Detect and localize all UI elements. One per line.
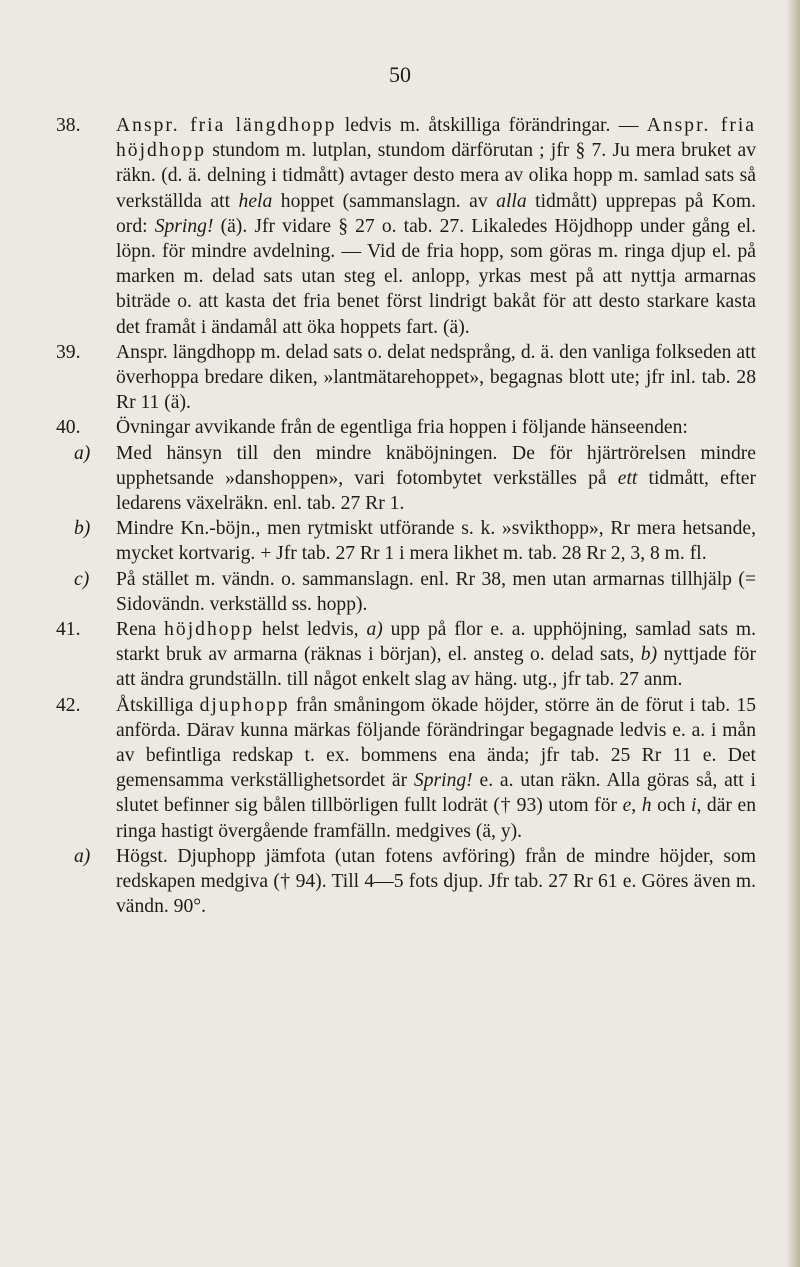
page-number: 50 [389, 62, 411, 87]
item-number: c) [74, 568, 90, 590]
item-number: 42. [56, 694, 81, 716]
text-run: , [631, 795, 642, 817]
page-body [56, 113, 756, 920]
text-run: a) [366, 619, 383, 641]
item-text [56, 617, 756, 693]
sub-item [56, 567, 756, 617]
text-run: och [651, 795, 691, 817]
text-run: Högst. Djuphopp jämfota (utan fotens avföring) från de mindre höjder, som redskapen medgiva († 94). Till 4—5 fots djup. Jfr tab. 27 Rr 61 e. Göres även m. vändn. 90°. [116, 845, 756, 918]
item-text [56, 415, 756, 440]
numbered-item [56, 415, 756, 440]
page-edge-shadow [786, 0, 800, 1267]
text-run: Rena [116, 619, 165, 641]
text-run: e. a. utan räkn. Alla göras så, att i slutet befinner sig bålen tillbörligen fullt lodrät († 93) utom för [116, 770, 756, 817]
text-run: hela [238, 190, 273, 212]
item-text [56, 113, 756, 340]
text-run: tidmått) upprepas på Kom. ord: [116, 190, 756, 237]
text-run: e [622, 795, 632, 817]
item-text [56, 516, 756, 566]
item-number: 39. [56, 341, 81, 363]
text-run: stundom m. lutplan, stundom därförutan ; jfr § 7. Ju mera bruket av räkn. (d. ä. delning i tidmått) avtager desto mera av olika hopp m. samlad sats så verkställda att [116, 140, 756, 212]
item-text [56, 340, 756, 416]
item-number: a) [74, 845, 91, 867]
text-run: i [691, 795, 697, 817]
sub-item [56, 844, 756, 920]
text-run: ledvis m. åtskilliga förändringar. — [336, 115, 647, 136]
text-run: (ä). Jfr vidare § 27 o. tab. 27. Likaledes Höjdhopp under gång el. löpn. för mindre avdelning. — Vid de fria hopp, som göras m. ringa djup el. på marken m. delad sats utan steg el. anlopp, yrkas mest på att nyttja armarnas biträde o. att kasta det fria benet först lindrigt bakåt för att desto starkare kasta det framåt i ändamål att öka hoppets fart. (ä). [116, 215, 756, 338]
text-run: Spring! [154, 215, 214, 237]
text-run: djuphopp [199, 694, 290, 716]
item-number: a) [74, 442, 91, 464]
text-run: från småningom ökade höjder, större än de förut i tab. 15 anförda. Därav kunna märkas följande förändringar begagnade ledvis e. a. i mån av befintliga redskap t. ex. bommens ena ända; jfr tab. 25 Rr 11 e. Det gemensamma verkställighetsordet är [116, 694, 757, 792]
text-run: Spring! [413, 770, 473, 792]
item-text [56, 844, 756, 920]
item-number: 40. [56, 417, 81, 439]
text-run: ett [617, 467, 638, 489]
text-run: Anspr. fria höjdhopp [116, 115, 756, 162]
item-text [56, 441, 756, 517]
text-run: På stället m. vändn. o. sammanslagn. enl. Rr 38, men utan armarnas tillhjälp (= Sidovändn. verkställd ss. hopp). [116, 568, 756, 615]
text-run: Med hänsyn till den mindre knäböjningen. De för hjärtrörelsen mindre upphetsande »danshoppen», vari fotombytet verkställes på [116, 442, 756, 489]
text-run: tidmått, efter ledarens växelräkn. enl. tab. 27 Rr 1. [116, 467, 756, 515]
text-run: höjdhopp [164, 619, 255, 641]
text-run: Åtskilliga [116, 694, 200, 716]
text-run: nyttjade för att ändra grundställn. till något enkelt slag av häng. utg., jfr tab. 27 anm. [116, 644, 756, 691]
text-run: b) [640, 644, 658, 666]
text-run: upp på flor e. a. upphöjning, samlad sats m. starkt bruk av armarna (räknas i början), el. ansteg o. delad sats, [116, 619, 756, 666]
numbered-item [56, 113, 756, 340]
text-run: Övningar avvikande från de egentliga fria hoppen i följande hänseenden: [116, 417, 688, 439]
text-run: Anspr. fria längdhopp [116, 115, 337, 136]
item-number: 41. [56, 619, 81, 641]
numbered-item [56, 693, 756, 844]
text-run: Anspr. längdhopp m. delad sats o. delat nedsprång, d. ä. den vanliga folkseden att överhoppa bredare diken, »lantmätarehoppet», begagnas blott ute; jfr inl. tab. 28 Rr 11 (ä). [116, 341, 756, 414]
text-run: hoppet (sammanslagn. av [272, 190, 497, 212]
text-run: , där en ringa hastigt övergående framfälln. medgives (ä, y). [116, 795, 756, 842]
sub-item [56, 441, 756, 517]
item-number: b) [74, 518, 91, 540]
item-number: 38. [56, 115, 81, 136]
numbered-item [56, 617, 756, 693]
item-text [56, 567, 756, 617]
numbered-item [56, 340, 756, 416]
text-run: helst ledvis, [254, 619, 367, 641]
item-text [56, 693, 756, 844]
text-run: Mindre Kn.-böjn., men rytmiskt utförande s. k. »svikthopp», Rr mera hetsande, mycket kortvarig. + Jfr tab. 27 Rr 1 i mera likhet m. tab. 28 Rr 2, 3, 8 m. fl. [116, 518, 756, 565]
text-run: h [641, 795, 652, 817]
sub-item [56, 516, 756, 566]
text-run: alla [496, 190, 527, 212]
